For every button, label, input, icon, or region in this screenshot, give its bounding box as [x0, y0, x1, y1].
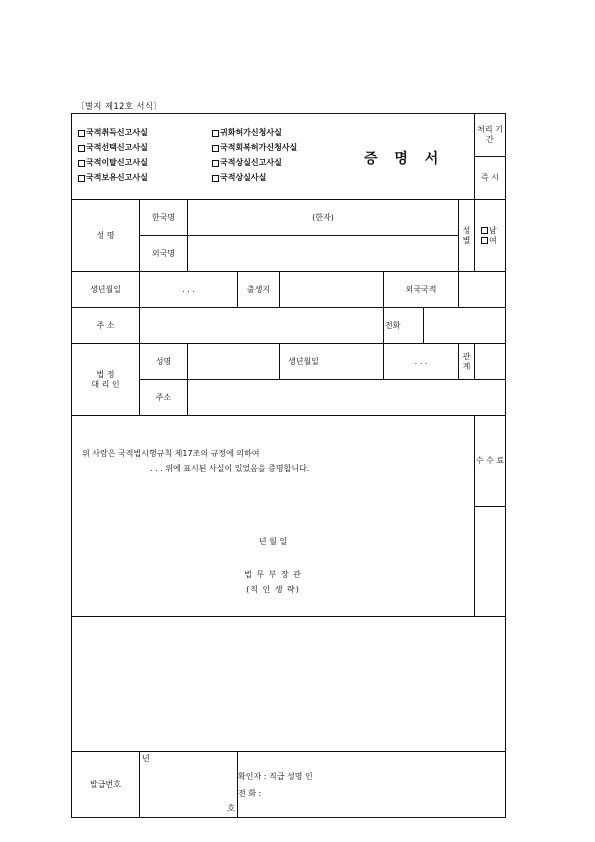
foreign-name-field[interactable]: [188, 236, 459, 272]
birthplace-label: 출생지: [238, 272, 280, 308]
processing-period-value: 즉 시: [475, 157, 506, 200]
type-checkbox-nationality-loss[interactable]: 국적상실사실: [212, 173, 362, 183]
checkbox-icon[interactable]: [78, 145, 85, 152]
checkbox-icon[interactable]: [212, 160, 219, 167]
checkbox-icon[interactable]: [212, 130, 219, 137]
issuing-authority: 법 무 부 장 관: [244, 570, 302, 579]
agent-address-label: 주소: [140, 380, 188, 416]
checkbox-icon[interactable]: [212, 175, 219, 182]
birth-date-label: 생년월일: [72, 272, 140, 308]
type-checkbox-nationality-acquisition[interactable]: 국적취득신고사실: [78, 128, 212, 138]
certificate-type-section: [72, 114, 475, 200]
phone-label: 전화: [384, 308, 424, 344]
statement-line-2: . . . 위에 표시된 사실이 있었음을 증명합니다.: [150, 464, 310, 473]
checkbox-icon[interactable]: [78, 175, 85, 182]
confirmer-phone: 전 화 :: [238, 789, 262, 798]
issue-date: 년 월 일: [258, 537, 288, 546]
agent-relation-field[interactable]: [475, 344, 506, 380]
gender-label: 성 별: [459, 200, 475, 272]
type-checkbox-nationality-renunciation[interactable]: 국적이탈신고사실: [78, 158, 212, 168]
fee-field[interactable]: [475, 507, 506, 617]
processing-period-label: 처리 기간: [475, 114, 506, 157]
statement-line-1: 위 사람은 국적법시행규칙 제17조의 규정에 의하여: [82, 449, 260, 458]
gender-male-option[interactable]: 남: [481, 226, 505, 236]
foreign-name-label: 외국명: [140, 236, 188, 272]
hanja-note: (한자): [312, 212, 334, 222]
agent-address-field[interactable]: [188, 380, 506, 416]
foreign-nationality-label: 외국국적: [384, 272, 459, 308]
checkbox-icon[interactable]: [481, 227, 488, 234]
agent-birth-date-label: 생년월일: [280, 344, 384, 380]
foreign-nationality-field[interactable]: [459, 272, 506, 308]
confirmer-line: 확인자 : 직급 성명 인: [238, 772, 313, 781]
form-number-label: 〔별지 제12호 서식〕: [76, 102, 163, 112]
certificate-form: [71, 113, 506, 818]
legal-representative-label: 법 정 대 리 인: [72, 344, 140, 416]
seal-omitted-note: (직 인 생 략): [246, 585, 300, 594]
issue-number-field[interactable]: [140, 752, 238, 818]
gender-female-option[interactable]: 여: [481, 236, 505, 246]
issue-number-label: 발급번호: [72, 752, 140, 818]
checkbox-icon[interactable]: [212, 145, 219, 152]
checkbox-icon[interactable]: [78, 160, 85, 167]
agent-relation-label: 관계: [459, 344, 475, 380]
name-label: 성 명: [72, 200, 140, 272]
type-checkbox-nationality-restoration[interactable]: 국적회복허가신청사실: [212, 143, 362, 153]
issue-number-suffix: 호: [227, 804, 235, 813]
checkbox-icon[interactable]: [78, 130, 85, 137]
confirmer-section: [238, 752, 506, 818]
agent-name-label: 성명: [140, 344, 188, 380]
type-checkbox-nationality-selection[interactable]: 국적선택신고사실: [78, 143, 212, 153]
birth-date-field[interactable]: . . .: [140, 272, 238, 308]
phone-field[interactable]: [424, 308, 506, 344]
korean-name-field[interactable]: [188, 200, 459, 236]
agent-name-field[interactable]: [188, 344, 280, 380]
certification-statement: [72, 416, 475, 617]
birthplace-field[interactable]: [280, 272, 384, 308]
issue-year: 년: [142, 754, 150, 763]
address-label: 주 소: [72, 308, 140, 344]
korean-name-label: 한국명: [140, 200, 188, 236]
address-field[interactable]: [140, 308, 384, 344]
checkbox-icon[interactable]: [481, 237, 488, 244]
certificate-title: 증 명 서: [364, 151, 445, 167]
gender-field: [475, 200, 506, 272]
type-checkbox-nationality-retention[interactable]: 국적보유신고사실: [78, 173, 212, 183]
agent-birth-date-field[interactable]: . . .: [384, 344, 459, 380]
type-checkbox-nationality-loss-report[interactable]: 국적상실신고사실: [212, 158, 362, 168]
fee-label: 수 수 료: [475, 416, 506, 507]
type-checkbox-naturalization[interactable]: 귀화허가신청사실: [212, 128, 362, 138]
